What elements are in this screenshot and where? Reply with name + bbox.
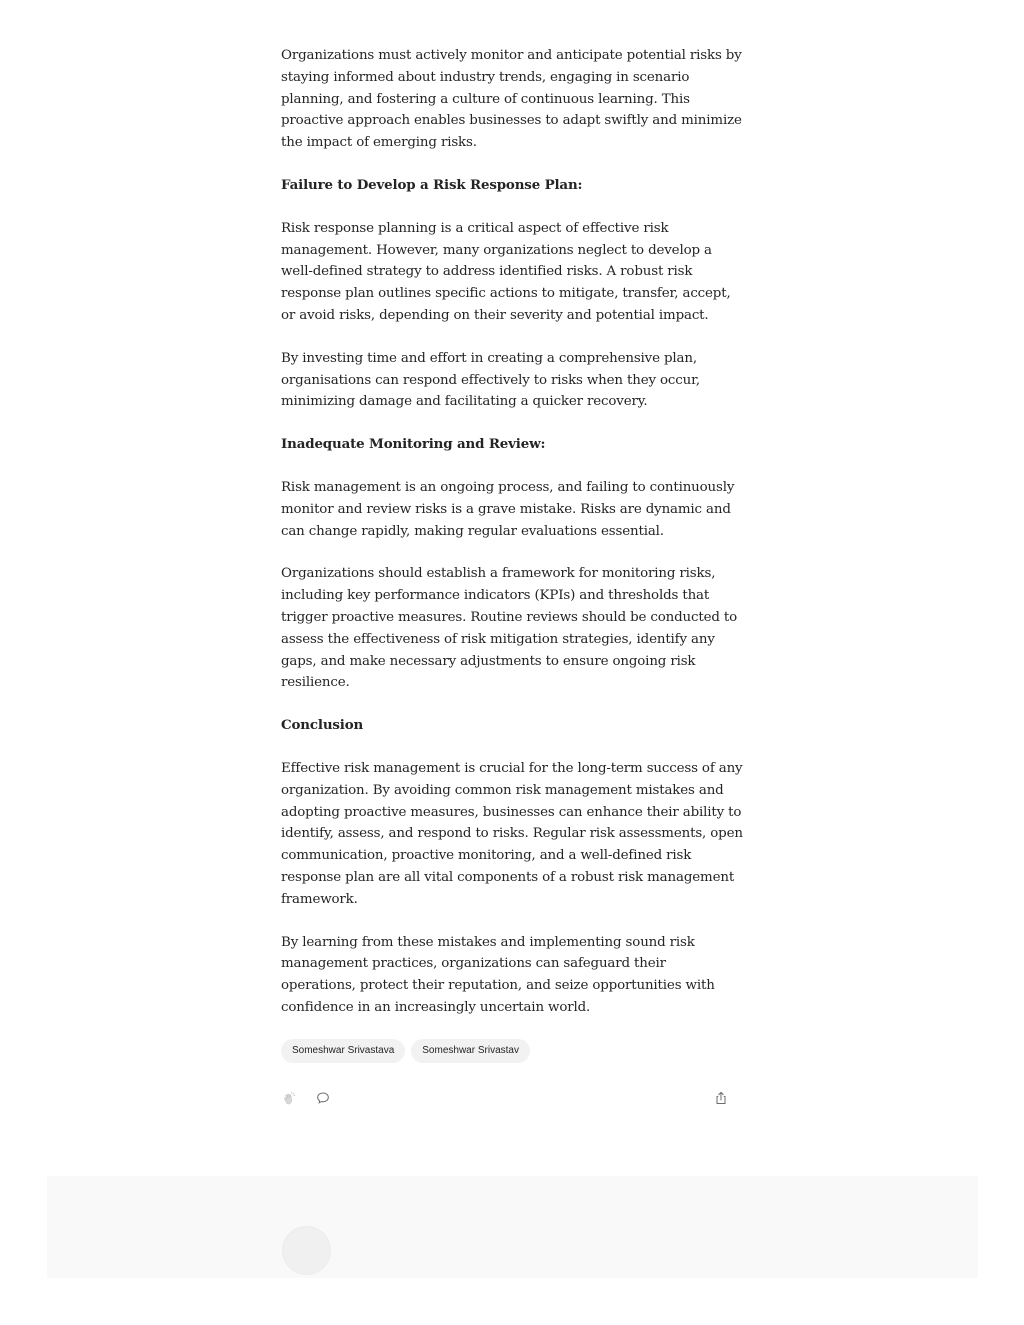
section-heading-monitoring-review: Inadequate Monitoring and Review: bbox=[281, 436, 546, 453]
article-action-bar bbox=[281, 1089, 731, 1109]
share-icon[interactable] bbox=[712, 1089, 730, 1107]
article-body bbox=[281, 45, 743, 1040]
paragraph-monitor-risks: Organizations must actively monitor and anticipate potential risks by staying informed about industry trends, engaging in scenario planning, and fostering a culture of continuous learning. This proactive approach enables businesses to adapt swiftly and minimize the impact of emerging risks. bbox=[281, 48, 742, 151]
clap-icon[interactable] bbox=[281, 1089, 299, 1107]
paragraph-learning-from-mistakes: By learning from these mistakes and implementing sound risk management practices, organizations can safeguard their operations, protect their reputation, and seize opportunities with confidence in an increasingly uncertain world. bbox=[281, 934, 715, 1015]
section-heading-conclusion: Conclusion bbox=[281, 717, 364, 734]
paragraph-investing-time: By investing time and effort in creating a comprehensive plan, organisations can respond effectively to risks when they occur, minimizing damage and facilitating a quicker recovery. bbox=[281, 350, 700, 410]
section-heading-risk-response-plan: Failure to Develop a Risk Response Plan: bbox=[281, 176, 583, 193]
paragraph-framework: Organizations should establish a framework for monitoring risks, including key performance indicators (KPIs) and thresholds that trigger proactive measures. Routine reviews should be conducted to assess the effectiveness of risk mitigation strategies, identify any gaps, and make necessary adjustments to ensure ongoing risk resilience. bbox=[281, 566, 738, 691]
tag-someshwar-srivastava[interactable]: Someshwar Srivastava bbox=[281, 1039, 405, 1063]
tag-someshwar-srivastav[interactable]: Someshwar Srivastav bbox=[411, 1039, 530, 1063]
tag-list bbox=[281, 1039, 530, 1063]
paragraph-risk-response-planning: Risk response planning is a critical aspect of effective risk management. However, many organizations neglect to develop a well-defined strategy to address identified risks. A robust risk response plan outlines specific actions to mitigate, transfer, accept, or avoid risks, depending on their severity and potential impact. bbox=[281, 220, 731, 323]
author-avatar[interactable] bbox=[282, 1226, 331, 1275]
comment-icon[interactable] bbox=[314, 1089, 332, 1107]
paragraph-ongoing-process: Risk management is an ongoing process, and failing to continuously monitor and review risks is a grave mistake. Risks are dynamic and can change rapidly, making regular evaluations essential. bbox=[281, 479, 735, 539]
paragraph-effective-risk-management: Effective risk management is crucial for the long-term success of any organization. By avoiding common risk management mistakes and adopting proactive measures, businesses can enhance their ability to identify, assess, and respond to risks. Regular risk assessments, open communication, proactive monitoring, and a well-defined risk response plan are all vital components of a robust risk management framework. bbox=[281, 760, 743, 907]
author-section-background bbox=[47, 1176, 978, 1278]
